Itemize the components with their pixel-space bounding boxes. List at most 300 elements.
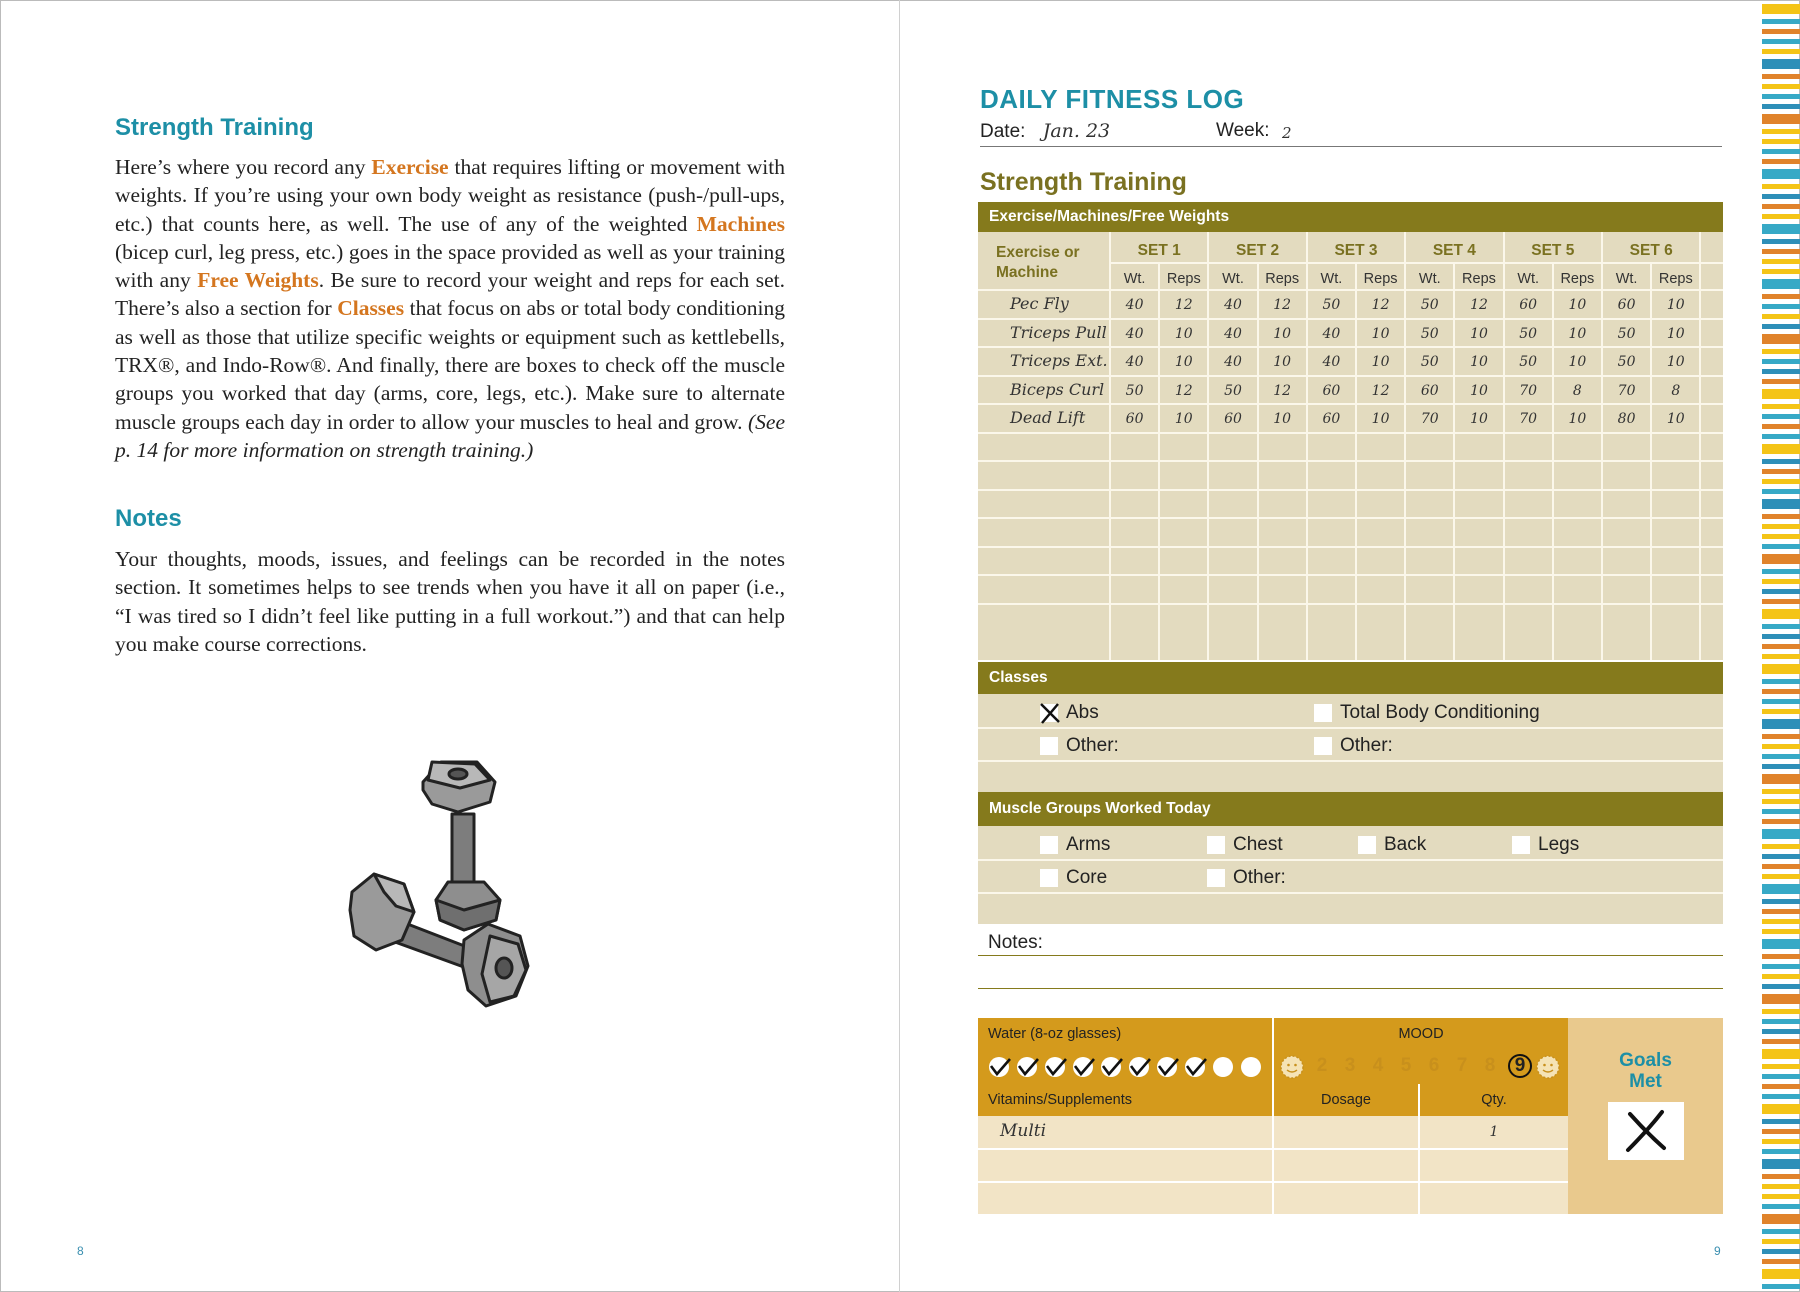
- stripe: [1762, 104, 1800, 109]
- reps-cell[interactable]: 10: [1568, 411, 1587, 427]
- mood-number[interactable]: 6: [1428, 1055, 1440, 1076]
- grid-line: [978, 489, 1723, 491]
- exercise-name[interactable]: Pec Fly: [1010, 294, 1069, 313]
- grid-line: [978, 403, 1723, 405]
- reps-cell[interactable]: 10: [1371, 354, 1390, 370]
- stripe: [1762, 599, 1800, 604]
- keyword-highlight: Exercise: [371, 155, 449, 179]
- stripe: [1762, 589, 1800, 594]
- weight-cell[interactable]: 60: [1322, 382, 1341, 399]
- stripe: [1762, 1174, 1800, 1179]
- mood-number[interactable]: 9: [1508, 1054, 1532, 1078]
- stripe: [1762, 224, 1800, 234]
- vitamin-dosage-cell[interactable]: [1274, 1116, 1418, 1148]
- stripe: [1762, 1204, 1800, 1209]
- stripe: [1762, 854, 1800, 859]
- stripe: [1762, 884, 1800, 894]
- arms-label: Arms: [1066, 834, 1111, 855]
- stripe: [1762, 1139, 1800, 1144]
- stripe: [1762, 1149, 1800, 1154]
- grid-line: [978, 460, 1723, 462]
- stripe: [1762, 29, 1800, 34]
- mood-number[interactable]: 4: [1372, 1055, 1384, 1076]
- stripe: [1762, 579, 1800, 584]
- set-header: SET 4: [1432, 242, 1476, 259]
- stripe: [1762, 84, 1800, 89]
- stripe: [1762, 764, 1800, 769]
- wt-subheader: Wt.: [1222, 271, 1244, 287]
- set-header: SET 1: [1137, 242, 1181, 259]
- grid-line: [1650, 262, 1652, 660]
- reps-subheader: Reps: [1560, 271, 1595, 287]
- qty-header: Qty.: [1420, 1084, 1568, 1116]
- date-value[interactable]: Jan. 23: [1042, 120, 1111, 142]
- stripe: [1762, 909, 1800, 914]
- weight-cell[interactable]: 60: [1125, 411, 1144, 427]
- weight-cell[interactable]: 50: [1519, 325, 1538, 342]
- wt-subheader: Wt.: [1123, 271, 1146, 287]
- abs-label: Abs: [1066, 702, 1099, 723]
- week-label: Week:: [1216, 120, 1270, 141]
- grid-line: [1453, 262, 1455, 660]
- stripe: [1762, 1269, 1800, 1279]
- weight-cell[interactable]: 40: [1125, 354, 1144, 370]
- vitamin-qty: 1: [1489, 1124, 1499, 1140]
- stripe: [1762, 424, 1800, 429]
- stripe: [1762, 964, 1800, 969]
- reps-cell[interactable]: 10: [1371, 411, 1390, 427]
- vitamin-qty-cell[interactable]: [1420, 1150, 1568, 1181]
- classes-separator: [978, 727, 1723, 729]
- stripe: [1762, 1249, 1800, 1254]
- weight-cell[interactable]: 60: [1224, 411, 1242, 427]
- stripe: [1762, 239, 1800, 244]
- reps-cell[interactable]: 10: [1273, 325, 1292, 342]
- reps-subheader: Reps: [1265, 271, 1300, 287]
- reps-cell[interactable]: 10: [1273, 411, 1292, 427]
- stripe: [1762, 369, 1800, 374]
- grid-line: [978, 318, 1723, 320]
- reps-cell[interactable]: 12: [1273, 297, 1292, 313]
- stripe: [1762, 359, 1800, 364]
- log-strength-training-heading: Strength Training: [980, 168, 1187, 196]
- stripe: [1762, 709, 1800, 714]
- reps-cell[interactable]: 8: [1671, 382, 1681, 399]
- keyword-highlight: Classes: [337, 296, 405, 321]
- stripe: [1762, 389, 1800, 399]
- reps-cell[interactable]: 10: [1174, 325, 1193, 342]
- weight-cell[interactable]: 50: [1420, 325, 1439, 342]
- paragraph-text: that requires lifting or movement with weights. If you’re using your own body weight as resistance (push-/pull-ups, etc.) that counts here, as well. The use of any of the weighted: [115, 155, 785, 236]
- weight-cell[interactable]: 50: [1420, 297, 1439, 313]
- reps-cell[interactable]: 10: [1470, 354, 1488, 370]
- exercise-name[interactable]: Triceps Ext.: [1010, 351, 1108, 370]
- muscle-other-label: Other:: [1233, 867, 1286, 888]
- grid-line: [978, 375, 1723, 377]
- total-body-label: Total Body Conditioning: [1340, 702, 1540, 723]
- weight-cell[interactable]: 50: [1125, 382, 1144, 399]
- mood-number[interactable]: 5: [1400, 1055, 1412, 1076]
- class-other-label: Other:: [1066, 735, 1119, 756]
- goals-met-checkbox[interactable]: [1608, 1102, 1684, 1160]
- notes-line[interactable]: [978, 955, 1723, 956]
- stripe: [1762, 249, 1800, 254]
- reps-cell[interactable]: 12: [1470, 297, 1488, 313]
- stripe: [1762, 4, 1800, 14]
- weight-cell[interactable]: 70: [1420, 411, 1439, 427]
- dosage-header: Dosage: [1274, 1084, 1418, 1116]
- grid-line: [1552, 262, 1554, 660]
- reps-cell[interactable]: 10: [1666, 411, 1685, 427]
- weight-cell[interactable]: 60: [1420, 382, 1439, 399]
- vitamin-dosage-cell[interactable]: [1274, 1150, 1418, 1181]
- back-checkbox[interactable]: [1358, 836, 1376, 854]
- stripe: [1762, 654, 1800, 659]
- exercise-name[interactable]: Triceps Pull: [1010, 322, 1107, 342]
- stripe: [1762, 479, 1800, 484]
- stripe: [1762, 214, 1800, 219]
- stripe: [1762, 444, 1800, 454]
- stripe: [1762, 679, 1800, 684]
- grid-line: [978, 346, 1723, 348]
- stripe: [1762, 1104, 1800, 1114]
- vitamin-qty-cell[interactable]: [1420, 1183, 1568, 1214]
- weight-cell[interactable]: 70: [1617, 382, 1636, 399]
- page-gutter: [899, 0, 900, 1292]
- stripe: [1762, 609, 1800, 619]
- reps-cell[interactable]: 12: [1273, 382, 1292, 399]
- stripe: [1762, 569, 1800, 574]
- dumbbells-illustration: [340, 760, 540, 1020]
- stripe: [1762, 149, 1800, 154]
- muscle-groups-bar: Muscle Groups Worked Today: [978, 792, 1723, 826]
- stripe: [1762, 534, 1800, 539]
- stripe: [1762, 789, 1800, 794]
- stripe: [1762, 554, 1800, 564]
- exercise-header: Exercise or Machine: [996, 244, 1080, 281]
- abs-checkbox[interactable]: [1040, 704, 1058, 722]
- wt-subheader: Wt.: [1615, 271, 1638, 287]
- reps-cell[interactable]: 8: [1572, 382, 1582, 399]
- water-check-icon[interactable]: [1128, 1056, 1150, 1078]
- weight-cell[interactable]: 70: [1519, 411, 1538, 427]
- classes-separator: [978, 760, 1723, 762]
- stripe: [1762, 1019, 1800, 1024]
- stripe: [1762, 954, 1800, 959]
- reps-subheader: Reps: [1462, 271, 1496, 287]
- stripe: [1762, 314, 1800, 319]
- vitamin-name-cell[interactable]: [978, 1116, 1272, 1148]
- vitamin-dosage-cell[interactable]: [1274, 1183, 1418, 1214]
- stripe: [1762, 899, 1800, 904]
- paragraph-text: (See p. 14 for more information on strength training.): [115, 409, 785, 462]
- paragraph-text: (bicep curl, leg press, etc.) goes in the space provided as well as your training with any: [115, 239, 785, 293]
- reps-cell[interactable]: 10: [1371, 325, 1390, 342]
- strength-training-heading: Strength Training: [115, 114, 314, 141]
- grid-line: [978, 546, 1723, 548]
- stripe: [1762, 1214, 1800, 1224]
- reps-subheader: Reps: [1363, 271, 1398, 287]
- reps-cell[interactable]: 10: [1470, 325, 1488, 342]
- reps-cell[interactable]: 10: [1470, 411, 1488, 427]
- stripe: [1762, 644, 1800, 649]
- vitamins-header: Vitamins/Supplements: [978, 1084, 1272, 1116]
- grid-line: [1158, 262, 1160, 660]
- class-other2-checkbox[interactable]: [1314, 737, 1332, 755]
- mood-number[interactable]: 8: [1484, 1055, 1496, 1076]
- stripe: [1762, 689, 1800, 694]
- reps-cell[interactable]: 12: [1174, 297, 1193, 313]
- chest-label: Chest: [1233, 834, 1283, 855]
- stripe: [1762, 864, 1800, 869]
- set-header: SET 5: [1531, 242, 1575, 259]
- reps-cell[interactable]: 12: [1174, 382, 1193, 399]
- notes-line[interactable]: [978, 988, 1723, 989]
- goals-met-panel: [1568, 1018, 1723, 1214]
- weight-cell[interactable]: 60: [1322, 411, 1341, 427]
- paragraph-text: Here’s where you record any: [115, 155, 372, 179]
- water-check-icon[interactable]: [988, 1056, 1010, 1078]
- stripe: [1762, 159, 1800, 164]
- stripe: [1762, 1009, 1800, 1014]
- stripe: [1762, 719, 1800, 729]
- stripe: [1762, 799, 1800, 804]
- reps-subheader: Reps: [1166, 271, 1201, 287]
- stripe: [1762, 1239, 1800, 1244]
- reps-cell[interactable]: 10: [1568, 354, 1587, 370]
- stripe: [1762, 874, 1800, 879]
- stripe: [1762, 334, 1800, 344]
- water-check-icon[interactable]: [1100, 1056, 1122, 1078]
- grid-line: [1110, 262, 1723, 264]
- stripe: [1762, 514, 1800, 519]
- reps-cell[interactable]: 10: [1470, 382, 1488, 399]
- stripe: [1762, 939, 1800, 949]
- reps-cell[interactable]: 10: [1666, 325, 1685, 342]
- exercise-name[interactable]: Biceps Curl: [1010, 379, 1105, 399]
- left-page-number: 8: [77, 1244, 84, 1258]
- stripe: [1762, 1259, 1800, 1264]
- legs-checkbox[interactable]: [1512, 836, 1530, 854]
- stripe: [1762, 74, 1800, 79]
- stripe: [1762, 94, 1800, 99]
- happy-face-icon: [1536, 1055, 1560, 1079]
- sad-face-icon: [1280, 1055, 1304, 1079]
- stripe: [1762, 774, 1800, 784]
- reps-cell[interactable]: 12: [1371, 297, 1390, 313]
- stripe: [1762, 844, 1800, 849]
- grid-line: [1257, 262, 1259, 660]
- stripe: [1762, 1229, 1800, 1234]
- stripe: [1762, 699, 1800, 704]
- stripe: [1762, 974, 1800, 979]
- grid-line: [978, 432, 1723, 434]
- stripe: [1762, 259, 1800, 264]
- exercise-table: [978, 232, 1723, 660]
- stripe: [1762, 489, 1800, 494]
- notes-heading: Notes: [115, 505, 182, 532]
- grid-line: [978, 574, 1723, 576]
- exercise-bar: Exercise/Machines/Free Weights: [978, 202, 1723, 232]
- paragraph-text: . Be sure to record your weight and reps for each set. There’s also a section for: [115, 268, 785, 321]
- stripe: [1762, 1029, 1800, 1034]
- stripe: [1762, 324, 1800, 329]
- stripe: [1762, 414, 1800, 419]
- stripe: [1762, 984, 1800, 989]
- vitamin-name-cell[interactable]: [978, 1150, 1272, 1181]
- class-other2-label: Other:: [1340, 735, 1393, 756]
- stripe: [1762, 524, 1800, 529]
- arms-checkbox[interactable]: [1040, 836, 1058, 854]
- stripe: [1762, 194, 1800, 199]
- stripe: [1762, 1064, 1800, 1069]
- back-label: Back: [1384, 834, 1427, 855]
- notes-label: Notes:: [988, 932, 1043, 953]
- stripe: [1762, 1039, 1800, 1044]
- water-check-icon[interactable]: [1016, 1056, 1038, 1078]
- weight-cell[interactable]: 40: [1125, 325, 1144, 342]
- water-glass-circle[interactable]: [1212, 1056, 1234, 1078]
- core-checkbox[interactable]: [1040, 869, 1058, 887]
- paragraph-text: that focus on abs or total body conditioning as well as those that utilize specific weights or equipment such as kettlebells, TRX®, and Indo-Row®. And finally, there are boxes to check off the muscle groups you worked that day (arms, core, legs, etc.). Make sure to alternate muscle groups each day in order to allow your muscles to heal and grow.: [115, 296, 785, 434]
- weight-cell[interactable]: 50: [1322, 297, 1341, 313]
- stripe: [1762, 204, 1800, 209]
- stripe: [1762, 169, 1800, 179]
- water-check-icon[interactable]: [1072, 1056, 1094, 1078]
- mood-number[interactable]: 7: [1456, 1055, 1468, 1076]
- grid-line: [1355, 262, 1357, 660]
- weight-cell[interactable]: 50: [1617, 354, 1636, 370]
- stripe: [1762, 1049, 1800, 1059]
- class-other-checkbox[interactable]: [1040, 737, 1058, 755]
- date-week-row: [980, 120, 1722, 147]
- daily-fitness-log-title: DAILY FITNESS LOG: [980, 84, 1245, 114]
- stripe: [1762, 129, 1800, 134]
- stripe: [1762, 994, 1800, 1004]
- vitamin-name: Multi: [1000, 1121, 1047, 1141]
- stripe: [1762, 624, 1800, 629]
- mood-header: MOOD: [1274, 1018, 1568, 1050]
- weight-cell[interactable]: 50: [1420, 354, 1439, 370]
- weight-cell[interactable]: 50: [1224, 382, 1242, 399]
- stripe: [1762, 1129, 1800, 1134]
- weight-cell[interactable]: 40: [1322, 354, 1341, 370]
- muscle-separator: [978, 892, 1723, 894]
- stripe: [1762, 1194, 1800, 1199]
- stripe: [1762, 294, 1800, 299]
- weight-cell[interactable]: 50: [1519, 354, 1538, 370]
- mood-tracker: [1274, 1050, 1568, 1084]
- wt-subheader: Wt.: [1517, 271, 1540, 287]
- muscle-other-checkbox[interactable]: [1207, 869, 1225, 887]
- total-body-checkbox[interactable]: [1314, 704, 1332, 722]
- water-check-icon[interactable]: [1156, 1056, 1178, 1078]
- keyword-highlight: Machines: [696, 211, 785, 236]
- set-header: SET 6: [1629, 242, 1673, 259]
- mood-number[interactable]: 3: [1344, 1055, 1356, 1076]
- reps-cell[interactable]: 10: [1174, 354, 1193, 370]
- classes-bar: Classes: [978, 662, 1723, 694]
- stripe: [1762, 459, 1800, 464]
- stripe: [1762, 269, 1800, 274]
- stripe: [1762, 544, 1800, 549]
- reps-cell[interactable]: 12: [1371, 382, 1390, 399]
- stripe: [1762, 1119, 1800, 1124]
- stripe: [1762, 754, 1800, 759]
- set-header: SET 2: [1236, 242, 1280, 259]
- core-label: Core: [1066, 867, 1108, 888]
- stripe: [1762, 379, 1800, 384]
- reps-cell[interactable]: 10: [1174, 411, 1193, 427]
- reps-cell[interactable]: 10: [1666, 297, 1685, 313]
- weight-cell[interactable]: 40: [1125, 297, 1144, 313]
- stripe: [1762, 114, 1800, 124]
- stripe: [1762, 59, 1800, 69]
- reps-cell[interactable]: 10: [1666, 354, 1685, 370]
- wt-subheader: Wt.: [1418, 271, 1441, 287]
- stripe: [1762, 919, 1800, 924]
- stripe: [1762, 184, 1800, 189]
- weight-cell[interactable]: 60: [1617, 297, 1636, 313]
- weight-cell[interactable]: 40: [1224, 354, 1242, 370]
- grid-line: [978, 603, 1723, 605]
- stripe: [1762, 744, 1800, 749]
- weight-cell[interactable]: 60: [1519, 297, 1538, 313]
- vitamin-name-cell[interactable]: [978, 1183, 1272, 1214]
- weight-cell[interactable]: 70: [1519, 382, 1538, 399]
- legs-label: Legs: [1538, 834, 1580, 855]
- reps-cell[interactable]: 10: [1568, 325, 1587, 342]
- week-value[interactable]: 2: [1282, 124, 1292, 142]
- notes-description: Your thoughts, moods, issues, and feelings can be recorded in the notes section. It sometimes helps to see trends when you have it all on paper (i.e., “I was tired so I didn’t feel like putting in a full workout.”) and that can help you make course corrections.: [115, 547, 785, 656]
- water-header: Water (8-oz glasses): [978, 1018, 1272, 1050]
- reps-cell[interactable]: 10: [1273, 354, 1292, 370]
- stripe: [1762, 929, 1800, 934]
- stripe: [1762, 404, 1800, 409]
- weight-cell[interactable]: 40: [1322, 325, 1341, 342]
- exercise-name[interactable]: Dead Lift: [1010, 408, 1086, 427]
- weight-cell[interactable]: 50: [1617, 325, 1636, 342]
- stripe: [1762, 1074, 1800, 1079]
- stripe: [1762, 304, 1800, 309]
- water-check-icon[interactable]: [1044, 1056, 1066, 1078]
- stripe: [1762, 664, 1800, 674]
- reps-cell[interactable]: 10: [1568, 297, 1587, 313]
- set-header: SET 3: [1334, 242, 1378, 259]
- wt-subheader: Wt.: [1320, 271, 1343, 287]
- water-check-icon[interactable]: [1184, 1056, 1206, 1078]
- stripe: [1762, 499, 1800, 509]
- reps-subheader: Reps: [1658, 271, 1693, 287]
- stripe: [1762, 139, 1800, 144]
- weight-cell[interactable]: 80: [1617, 411, 1636, 427]
- stripe: [1762, 1159, 1800, 1169]
- stripe: [1762, 1094, 1800, 1099]
- water-glass-circle[interactable]: [1240, 1056, 1262, 1078]
- mood-number[interactable]: 2: [1316, 1055, 1328, 1076]
- chest-checkbox[interactable]: [1207, 836, 1225, 854]
- muscle-separator: [978, 859, 1723, 861]
- stripe: [1762, 39, 1800, 44]
- weight-cell[interactable]: 40: [1224, 325, 1242, 342]
- stripe: [1762, 829, 1800, 839]
- stripe: [1762, 819, 1800, 824]
- stripe: [1762, 1084, 1800, 1089]
- goals-met-label: Goals Met: [1619, 1050, 1672, 1092]
- vitamin-qty-cell[interactable]: [1420, 1116, 1568, 1148]
- stripe: [1762, 809, 1800, 814]
- weight-cell[interactable]: 40: [1224, 297, 1242, 313]
